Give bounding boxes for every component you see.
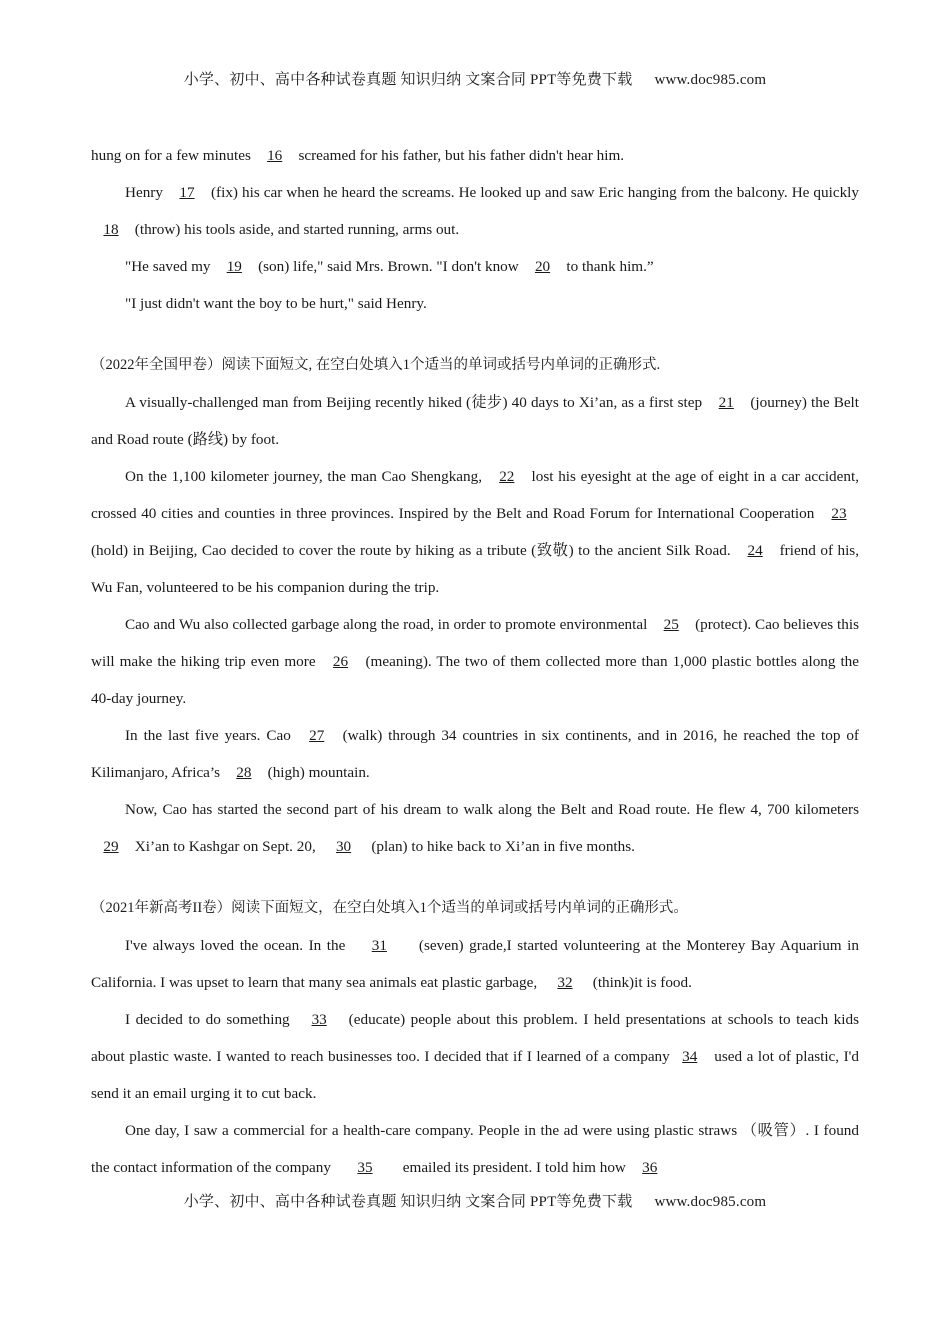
page-footer [0, 1190, 950, 1211]
section2-paragraph-3: Cao and Wu also collected garbage along the road, in order to promote environmental 25 (protect). Cao believes this will make the hiking trip even more 26 (meaning). The two of them collected more than 1,000 plastic bottles along the 40-day journey. [91, 606, 859, 717]
section2-paragraph-1: A visually-challenged man from Beijing recently hiked (徒步) 40 days to Xi’an, as a first step 21 (journey) the Belt and Road route (路线) by foot. [91, 384, 859, 458]
document-body [91, 137, 859, 1186]
passage1-paragraph-3: "He saved my 19 (son) life," said Mrs. Brown. "I don't know 20 to thank him.” [91, 248, 859, 285]
blank-22[interactable]: 22 [499, 468, 515, 485]
blank-29[interactable]: 29 [103, 838, 119, 855]
blank-24[interactable]: 24 [747, 542, 763, 559]
section3-paragraph-1: I've always loved the ocean. In the 31 (seven) grade,I started volunteering at the Monterey Bay Aquarium in California. I was upset to learn that many sea animals eat plastic garbage, 32 (think)it is food. [91, 927, 859, 1001]
blank-18[interactable]: 18 [103, 221, 119, 238]
passage1-paragraph-4: "I just didn't want the boy to be hurt," said Henry. [125, 295, 427, 312]
header-site-link[interactable]: www.doc985.com [654, 72, 767, 88]
section2-paragraph-5: Now, Cao has started the second part of his dream to walk along the Belt and Road route. He flew 4, 700 kilometers 29 Xi’an to Kashgar on Sept. 20, 30 (plan) to hike back to Xi’an in five months. [91, 791, 859, 865]
passage1-paragraph-2: Henry 17 (fix) his car when he heard the screams. He looked up and saw Eric hanging from the balcony. He quickly 18 (throw) his tools aside, and started running, arms out. [91, 174, 859, 248]
blank-27[interactable]: 27 [309, 727, 325, 744]
section3-paragraph-2: I decided to do something 33 (educate) people about this problem. I held presentations at schools to teach kids about plastic waste. I wanted to reach businesses too. I decided that if I learned of a company 34 used a lot of plastic, I'd send it an email urging it to cut back. [91, 1001, 859, 1112]
header-text: 小学、初中、高中各种试卷真题 知识归纳 文案合同 PPT等免费下载 [183, 72, 633, 88]
blank-33[interactable]: 33 [311, 1011, 327, 1028]
blank-30[interactable]: 30 [335, 838, 352, 855]
section3-heading: （2021年新高考II卷）阅读下面短文，在空白处填入1个适当的单词或括号内单词的正确形式。 [91, 900, 688, 916]
blank-26[interactable]: 26 [332, 653, 349, 670]
blank-34[interactable]: 34 [682, 1048, 698, 1065]
blank-21[interactable]: 21 [718, 394, 734, 411]
blank-25[interactable]: 25 [663, 616, 679, 633]
section3-paragraph-3: One day, I saw a commercial for a health-care company. People in the ad were using plastic straws （吸管）. I found the contact information of the company 35 emailed its president. I told him how 36 [91, 1112, 859, 1186]
blank-17[interactable]: 17 [179, 184, 195, 201]
blank-35[interactable]: 35 [357, 1159, 373, 1176]
blank-16[interactable]: 16 [267, 147, 283, 164]
passage1-paragraph-1: hung on for a few minutes 16 screamed for his father, but his father didn't hear him. [91, 137, 859, 174]
section2-heading: （2022年全国甲卷）阅读下面短文, 在空白处填入1个适当的单词或括号内单词的正确形式. [91, 357, 661, 373]
blank-28[interactable]: 28 [236, 764, 252, 781]
blank-32[interactable]: 32 [557, 974, 573, 991]
blank-20[interactable]: 20 [534, 258, 551, 275]
section2-paragraph-2: On the 1,100 kilometer journey, the man Cao Shengkang, 22 lost his eyesight at the age of eight in a car accident, crossed 40 cities and counties in three provinces. Inspired by the Belt and Road Forum for International Cooperation 23 (hold) in Beijing, Cao decided to cover the route by hiking as a tribute (致敬) to the ancient Silk Road. 24 friend of his, Wu Fan, volunteered to be his companion during the trip. [91, 458, 859, 606]
footer-text: 小学、初中、高中各种试卷真题 知识归纳 文案合同 PPT等免费下载 [183, 1194, 633, 1210]
footer-site-link[interactable]: www.doc985.com [654, 1194, 767, 1210]
blank-23[interactable]: 23 [831, 505, 847, 522]
blank-31[interactable]: 31 [371, 937, 387, 954]
blank-36[interactable]: 36 [642, 1159, 658, 1176]
section2-paragraph-4: In the last five years. Cao 27 (walk) through 34 countries in six continents, and in 2016, he reached the top of Kilimanjaro, Africa’s 28 (high) mountain. [91, 717, 859, 791]
blank-19[interactable]: 19 [226, 258, 242, 275]
page-header [0, 68, 950, 89]
